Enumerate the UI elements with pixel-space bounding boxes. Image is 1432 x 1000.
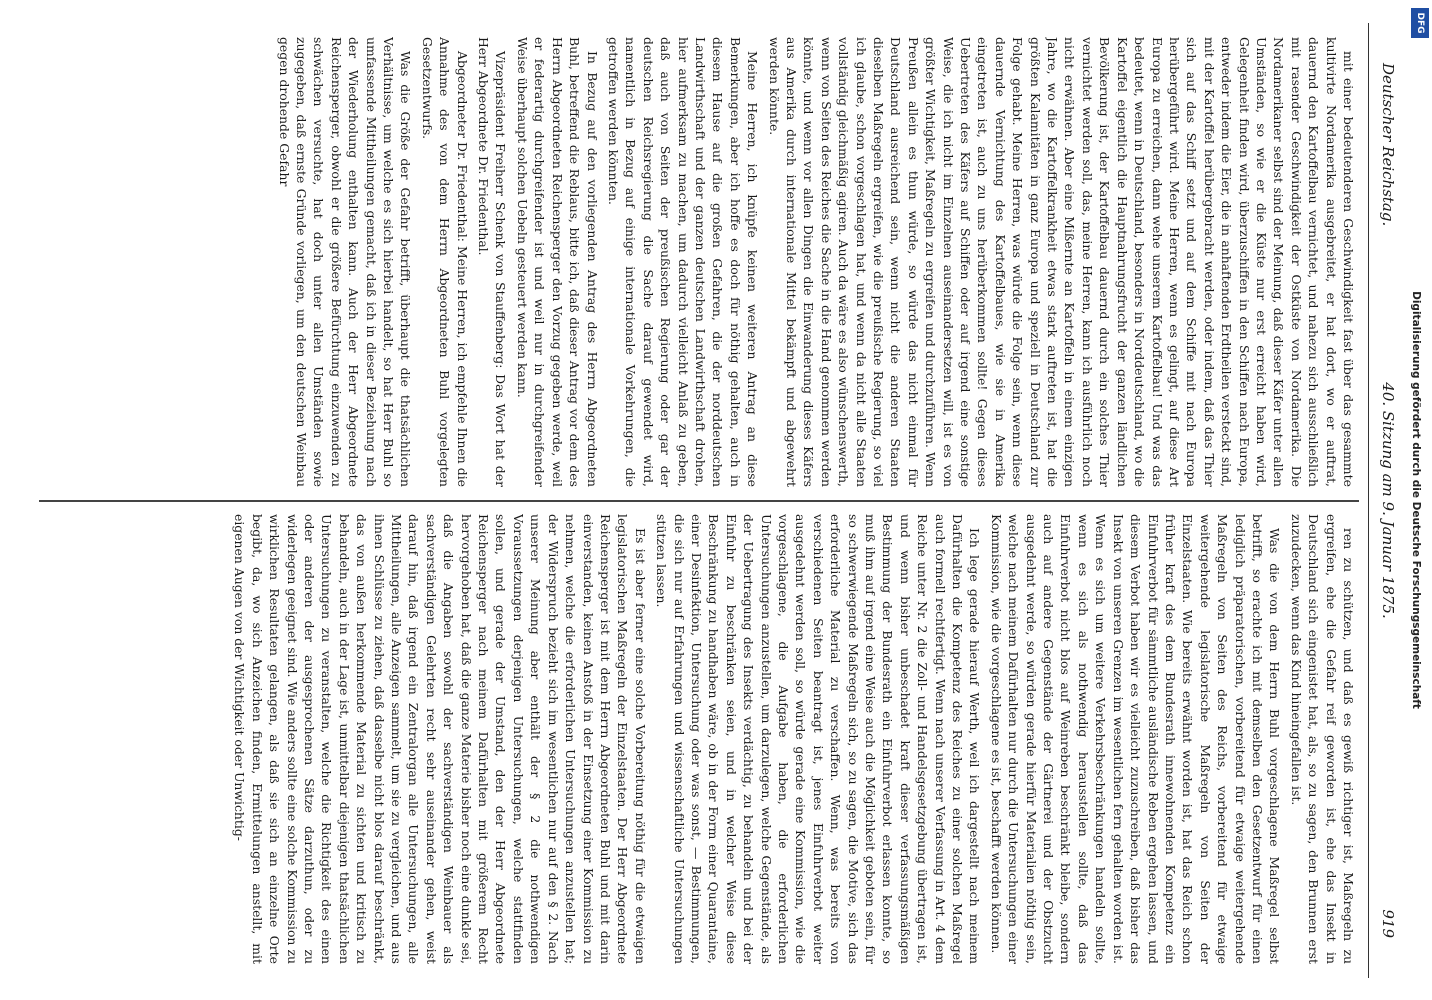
text-column-left	[37, 37, 1357, 487]
paragraph: Abgeordneter Dr. Friedenthal: Meine Herren, ich empfehle Ihnen die Annahme des von dem Herrn Abgeordneten Buhl vorgelegten Gesetzentwurfs.	[419, 37, 470, 487]
header-session: 40. Sitzung am 9. Januar 1875.	[1379, 382, 1397, 619]
paragraph: mit einer bedeutenderen Geschwindigkeit fast über das gesammte kultivirte Nordamerika ausgebreitet, er hat dort, wo er auftrat, dauernd den Kartoffelbau vernichtet, und nahezu sich ausschließlich mit rasender Geschwindigkeit der Ostküste von Nordamerika. Die Nordamerikaner selbst sind der Meinung, daß dieser Käfer unter allen Umständen, so wie er die Küste nur erst erreicht haben wird, Gelegenheit finden wird, überzuschiffen in den Schiffen nach Europa, entweder indem die Eier, die in anhaftenden Erdtheilen versteckt sind, mit der Kartoffel herübergebracht werden, oder indem, daß das Thier sich auf das Schiff setzt und auf dem Schiffe mit nach Europa herübergeführt wird. Meine Herren, wenn es gelingt, auf diese Art Europa zu erreichen, dann wehe unserem Kartoffelbau! Und was das bedeutet, wenn in Deutschland, besonders in Norddeutschland, wo die Kartoffel eigentlich die Hauptnahrungsfrucht der ganzen ländlichen Bevölkerung ist, der Kartoffelbau dauernd durch ein solches Thier vernichtet werden soll, das, meine Herren, kann ich ausführlich noch nicht erwähnen. Aber eine Mißernte an Kartoffeln in einem einzigen Jahre, wo die Kartoffelkrankheit etwas stark auftreten ist, hat die größten Kalamitäten in ganz Europa und speziell in Deutschland zur Folge gehabt. Meine Herren, was würde die Folge sein, wenn diese dauernde Vernichtung des Kartoffelbaues, wie sie in Amerika eingetreten ist, auch zu uns herüberkommen sollte! Gegen dieses Uebertreten des Käfers auf Schiffen oder auf irgend eine sonstige Weise, die ich nicht im Einzelnen auseinandersetzen will, ist es von größter Wichtigkeit, Maßregeln zu ergreifen und durchzuführen. Wenn Preußen allein es thun würde, so würde das nicht einmal für Deutschland ausreichend sein, wenn nicht die anderen Staaten dieselben Maßregeln ergreifen, wie die preußische Regierung, so viel ich glaube, schon vorgeschlagen hat, und wenn da nicht alle Staaten vollständig gleichmäßig agiren. Auch da wäre es also wünschenswerth, wenn von Seiten des Reiches die Sache in die Hand genommen werden könnte, und wenn vor allen Dingen die Einwanderung dieses Käfers aus Amerika durch internationale Mittel bekämpft und abgewehrt werden könnte.	[766, 37, 1356, 487]
paragraph: Es ist aber ferner eine solche Vorbereitung nöthig für die etwaigen legislatorischen Maßregeln der Einzelstaaten. Der Herr Abgeordnete Reichensperger ist mit dem Herrn Abgeordneten Buhl und mit darin einverstanden, keinen Anstoß in der Einsetzung einer Kommission zu nehmen, welche die erforderlichen Untersuchungen anzustellen hat; der Widerspruch bezieht sich im wesentlichen nur auf den § 2. Nach unserer Meinung aber enthält der § 2 die nothwendigen Voraussetzungen derjenigen Untersuchungen, welche stattfinden sollen, und gerade der Umstand, den der Herr Abgeordnete Reichensperger nach meinem Dafürhalten mit größerem Recht hervorgehoben hat, daß die ganze Materie bisher noch eine dunkle sei, daß die Angaben sowohl der sachverständigen Weinbauer als sachverständigen Gelehrten recht sehr auseinander gehen, weist darauf hin, daß irgend ein Zentralorgan alle Untersuchungen, alle Mittheilungen, alle Anzeigen sammelt, um sie zu vergleichen, und aus ihnen Schlüsse zu ziehen, daß dasselbe nicht blos darauf beschränkt, das von außen herkommende Material zu sichten und kritisch zu behandeln, auch in der Lage ist, unmittelbar diejenigen thatsächlichen Untersuchungen zu veranstalten, welche die Richtigkeit des einen oder anderen der ausgesprochenen Sätze darzuthun, oder zu widerlegen geeignet sind. Wie anders sollte eine solche Kommission zu wirklichen Resultaten gelangen, als daß sie sich an einzelne Orte begibt, da, wo sich Anzeichen finden, Ermittelungen anstellt, mit eigenen Augen von der Wichtigkeit oder Unwichtig-	[232, 514, 648, 964]
paragraph: Vizepräsident Freiherr Schenk von Stauffenberg: Das Wort hat der Herr Abgeordnete Dr. Friedenthal.	[476, 37, 509, 487]
paragraph: Meine Herren, ich knüpfe keinen weiteren Antrag an diese Bemerkungen, aber ich hoffe es doch für nöthig gehalten, auch in diesem Hause auf die großen Gefahren, die der norddeutschen Landwirthschaft und der ganzen deutschen Landwirthschaft drohen, hier aufmerksam zu machen, um dadurch vielleicht Anlaß zu geben, daß auch von Seiten der preußischen Regierung oder gar der deutschen Reichsregierung die Sache darauf gewendet wird, namentlich in Bezug auf einige internationale Vorkehrungen, die getroffen werden könnten.	[605, 37, 761, 487]
dfg-logo	[1411, 8, 1429, 38]
text-column-right	[37, 514, 1357, 964]
paragraph: Ich lege gerade hierauf Werth, weil ich dargestellt nach meinem Dafürhalten die Kompetenz des Reiches zu einer solchen Maßregel auch formell rechtfertigt. Wenn nach unserer Verfassung in Art. 4 dem Reiche unter Nr. 2 die Zoll- und Handelsgesetzgebung übertragen ist, und wenn bisher unbeschadet kraft dieser verfassungsmäßigen Bestimmung der Bundesrath ein Einfuhrverbot erlassen konnte, so muß ihm auf irgend eine Weise auch die Möglichkeit geboten sein, für so schwerwiegende Maßregeln sich, so zu sagen, die Motive, sich das erforderliche Material zu verschaffen. Wenn, was bereits von verschiedenen Seiten beantragt ist, jenes Einfuhrverbot weiter ausgedehnt werden soll, so würde gerade eine Kommission, wie die vorgeschlagene, die Aufgabe haben, die erforderlichen Untersuchungen anzustellen, um darzulegen, welche Gegenstände, als der Uebertragung des Insekts verdächtig, zu behandeln und bei der Einfuhr zu beschränken seien, und in welcher Weise diese Beschränkung zu handhaben wäre, ob in der Form einer Quarantaine, einer Desinfektion, Untersuchung oder was sonst, — Bestimmungen, die sich nur auf Erfahrungen und wissenschaftliche Untersuchungen stützen lassen.	[654, 514, 983, 964]
dfg-logo-text: DFG	[1415, 12, 1425, 34]
page-header	[1368, 23, 1409, 978]
page-number: 919	[1379, 909, 1397, 938]
credit-text: Digitalisierung gefördert durch die Deutsche Forschungsgemeinschaft	[1410, 291, 1422, 709]
header-publication: Deutscher Reichstag.	[1379, 63, 1397, 227]
paragraph: ren zu schützen, und daß es gewiß richtiger ist, Maßregeln zu ergreifen, ehe die Gefahr reif geworden ist, ehe das Insekt in Deutschland sich eingenistet hat, als, so zu sagen, den Brunnen erst zuzudecken, wenn das Kind hineingefallen ist.	[1288, 514, 1356, 964]
column-divider	[39, 500, 1359, 502]
paragraph: Was die von dem Herrn Buhl vorgeschlagene Maßregel selbst betrifft, so erachte ich mit demselben den Gesetzentwurf für einen lediglich präparatorischen, vorbereitend für etwaige weitergehende Maßregeln von Seiten des Reichs, vorbereitend für etwaige weitergehende legislatorische Maßregeln von Seiten der Einzelstaaten. Wie bereits erwähnt worden ist, hat das Reich schon früher kraft des dem Bundesrath innewohnenden Kompetenz ein Einfuhrverbot für sämmtliche ausländische Reben ergehen lassen, und diesem Verbot haben wir es vielleicht zuzuschreiben, daß bisher das Insekt von unseren Grenzen im wesentlichen fern gehalten worden ist. Wenn es sich um weitere Verkehrsbeschränkungen handeln sollte, wenn es sich als nothwendig herausstellen sollte, daß das Einfuhrverbot nicht blos auf Weinreben beschränkt bleibe, sondern auch auf andere Gegenstände der Gärtnerei und der Obstzucht ausgedehnt werde, so würden gerade hierfür Materialien nöthig sein, welche nach meinem Dafürhalten nur durch die Untersuchungen einer Kommission, wie die vorgeschlagene es ist, beschafft werden können.	[988, 514, 1283, 964]
paragraph: Was die Größe der Gefahr betrifft, überhaupt die thatsächlichen Verhältnisse, um welche es sich hierbei handelt, so hat Herr Buhl so umfassende Mittheilungen gemacht, daß ich in dieser Beziehung nach der Wiederholung enthalten kann. Auch der Herr Abgeordnete Reichensperger, obwohl er die größere Befürchtung einzuwenden zu schwächen versuchte, hat doch unter allen Umständen sowie zugegeben, daß ernste Gründe vorliegen, um den deutschen Weinbau gegen drohende Gefahr	[276, 37, 414, 487]
paragraph: In Bezug auf den vorliegenden Antrag des Herrn Abgeordneten Buhl, betreffend die Reblaus, bitte ich, daß dieser Antrag vor dem des Herrn Abgeordneten Reichensperger den Vorzug gegeben werde, weil er federartig durchgreifender ist und weil nur in durchgreifender Weise überhaupt solchen Uebeln gesteuert werden kann.	[514, 37, 600, 487]
digitization-credit	[1404, 0, 1428, 1000]
scanned-page	[24, 23, 1409, 978]
